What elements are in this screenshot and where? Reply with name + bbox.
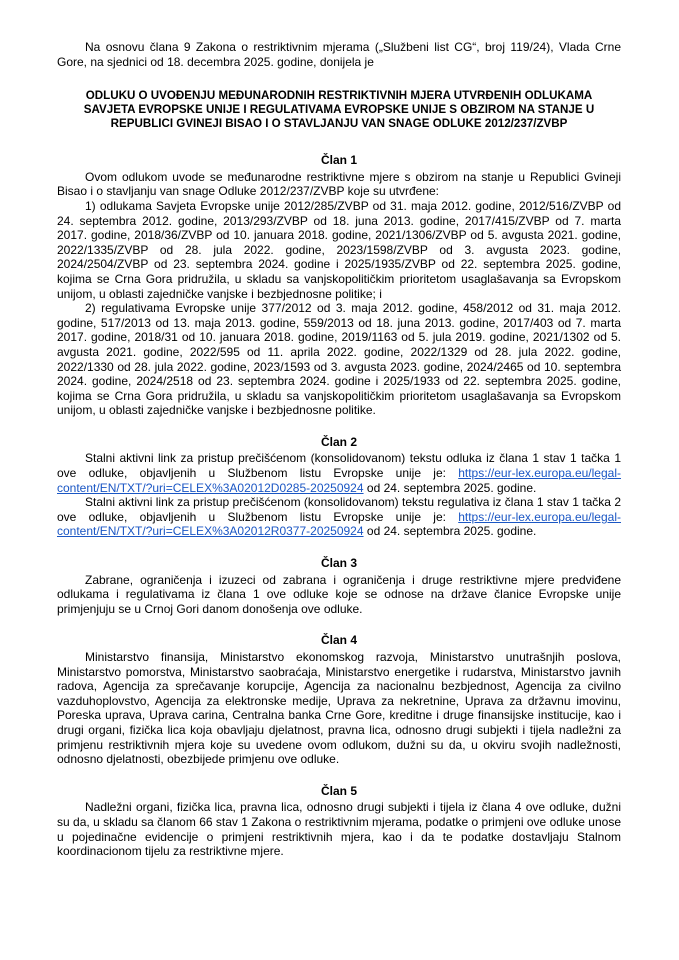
- decision-title: ODLUKU O UVOĐENJU MEĐUNARODNIH RESTRIKTIVNIH MJERA UTVRĐENIH ODLUKAMA SAVJETA EVROPSKE UNIJE I REGULATIVAMA EVROPSKE UNIJE S OBZIROM NA STANJE U REPUBLICI GVINEJI BISAO I O STAVLJANJU VAN SNAGE ODLUKE 2012/237/ZVBP: [83, 89, 595, 131]
- article-4: [57, 633, 621, 766]
- article-2-heading: Član 2: [320, 434, 357, 449]
- article-3-paragraph: Zabrane, ograničenja i izuzeci od zabrana i ograničenja i druge restriktivne mjere predviđene odlukama i regulativama iz člana 1 ove odluke koje se odnose na države članice Evropske unije primjenjuju se u Crnoj Gori danom donošenja ove odluke.: [57, 572, 621, 616]
- preamble: Na osnovu člana 9 Zakona o restriktivnim mjerama („Službeni list CG“, broj 119/24), Vlada Crne Gore, na sjednici od 18. decembra 2025. godine, donijela je: [57, 40, 621, 69]
- article-1-paragraph: Ovom odlukom uvode se međunarodne restriktivne mjere s obzirom na stanje u Republici Gvineji Bisao i o stavljanju van snage Odluke 2012/237/ZVBP koje su utvrđene:: [57, 169, 621, 199]
- article-4-heading: Član 4: [320, 633, 357, 648]
- article-5: [57, 784, 621, 859]
- article-2-p2-text: Stalni aktivni link za pristup prečišćenom (konsolidovanom) tekstu regulativa iz člana 1 stav 1 tačka 2 ove odluke, objavljenih u Službenom listu Evropske unije je:: [57, 495, 621, 524]
- article-3-heading: Član 3: [320, 556, 357, 571]
- article-2-paragraph-2: [57, 495, 621, 539]
- article-4-paragraph: Ministarstvo finansija, Ministarstvo ekonomskog razvoja, Ministarstvo unutrašnjih poslova, Ministarstvo pomorstva, Ministarstvo saobraćaja, Ministarstvo energetike i rudarstva, Ministarstvo javnih radova, Agencija za sprečavanje korupcije, Agencija za nacionalnu bezbjednost, Agencija za civilno vazduhoplovstvo, Agencija za elektronske medije, Uprava za nekretnine, Uprava za državnu imovinu, Poreska uprava, Uprava carina, Centralna banka Crne Gore, kreditne i druge finansijske institucije, kao i drugi organi, fizička lica koja obavljaju djelatnost, pravna lica, odnosno drugi subjekti i tijela nadležni za primjenu restriktivnih mjera koje su uvedene ovom odlukom, dužni su da, u okviru svojih nadležnosti, odnosno djelatnosti, obezbijede primjenu ove odluke.: [57, 650, 621, 767]
- consolidated-regulations-link[interactable]: https://eur-lex.europa.eu/legal-content/EN/TXT/?uri=CELEX%3A02012R0377-20250924: [57, 509, 621, 539]
- article-3: [57, 556, 621, 616]
- article-1: [57, 153, 621, 418]
- article-2-p1-tail: od 24. septembra 2025. godine.: [366, 480, 537, 495]
- article-5-heading: Član 5: [320, 783, 357, 798]
- consolidated-decisions-link[interactable]: https://eur-lex.europa.eu/legal-content/EN/TXT/?uri=CELEX%3A02012D0285-20250924: [57, 466, 621, 495]
- article-5-paragraph: Nadležni organi, fizička lica, pravna lica, odnosno drugi subjekti i tijela iz člana 4 ove odluke, dužni su da, u skladu sa članom 66 stav 1 Zakona o restriktivnim mjerama, podatke o primjeni ove odluke unose u pojedinačne evidencije o primjeni restriktivnih mjera, kao i da te podatke dostavljaju Stalnom koordinacionom tijelu za restriktivne mjere.: [57, 800, 621, 859]
- article-2-p2-tail: od 24. septembra 2025. godine.: [366, 524, 537, 539]
- article-1-heading: Član 1: [320, 153, 357, 168]
- article-2-p1-text: Stalni aktivni link za pristup prečišćenom (konsolidovanom) tekstu odluka iz člana 1 stav 1 tačka 1 ove odluke, objavljenih u Službenom listu Evropske unije je:: [57, 451, 621, 481]
- article-2: [57, 435, 621, 539]
- article-1-item-1: 1) odlukama Savjeta Evropske unije 2012/285/ZVBP od 31. maja 2012. godine, 2012/516/ZVBP od 24. septembra 2012. godine, 2013/293/ZVBP od 18. juna 2013. godine, 2017/415/ZVBP od 7. marta 2017. godine, 2018/36/ZVBP od 10. januara 2018. godine, 2021/1306/ZVBP od 5. avgusta 2021. godine, 2022/1335/ZVBP od 28. jula 2022. godine, 2023/1598/ZVBP od 3. avgusta 2023. godine, 2024/2504/ZVBP od 23. septembra 2024. godine i 2025/1935/ZVBP od 22. septembra 2025. godine, kojima se Crna Gora pridružila, u skladu sa vanjskopolitičkim prioritetom usaglašavanja sa Evropskom unijom, u oblasti zajedničke vanjske i bezbjednosne politike; i: [57, 198, 621, 301]
- article-2-paragraph-1: [57, 451, 621, 495]
- article-1-item-2: 2) regulativama Evropske unije 377/2012 od 3. maja 2012. godine, 458/2012 od 31. maja 2012. godine, 517/2013 od 13. maja 2013. godine, 559/2013 od 18. juna 2013. godine, 2017/403 od 7. marta 2017. godine, 2018/31 od 10. januara 2018. godine, 2019/1163 od 5. jula 2019. godine, 2021/1302 od 5. avgusta 2021. godine, 2022/595 od 11. aprila 2022. godine, 2022/1329 od 28. jula 2022. godine, 2022/1330 od 28. jula 2022. godine, 2023/1593 od 3. avgusta 2023. godine, 2024/2465 od 10. septembra 2024. godine, 2024/2518 od 23. septembra 2024. godine i 2025/1933 od 22. septembra 2025. godine, kojima se Crna Gora pridružila, u skladu sa vanjskopolitičkim prioritetom usaglašavanja sa Evropskom unijom, u oblasti zajedničke vanjske i bezbjednosne politike.: [57, 301, 621, 418]
